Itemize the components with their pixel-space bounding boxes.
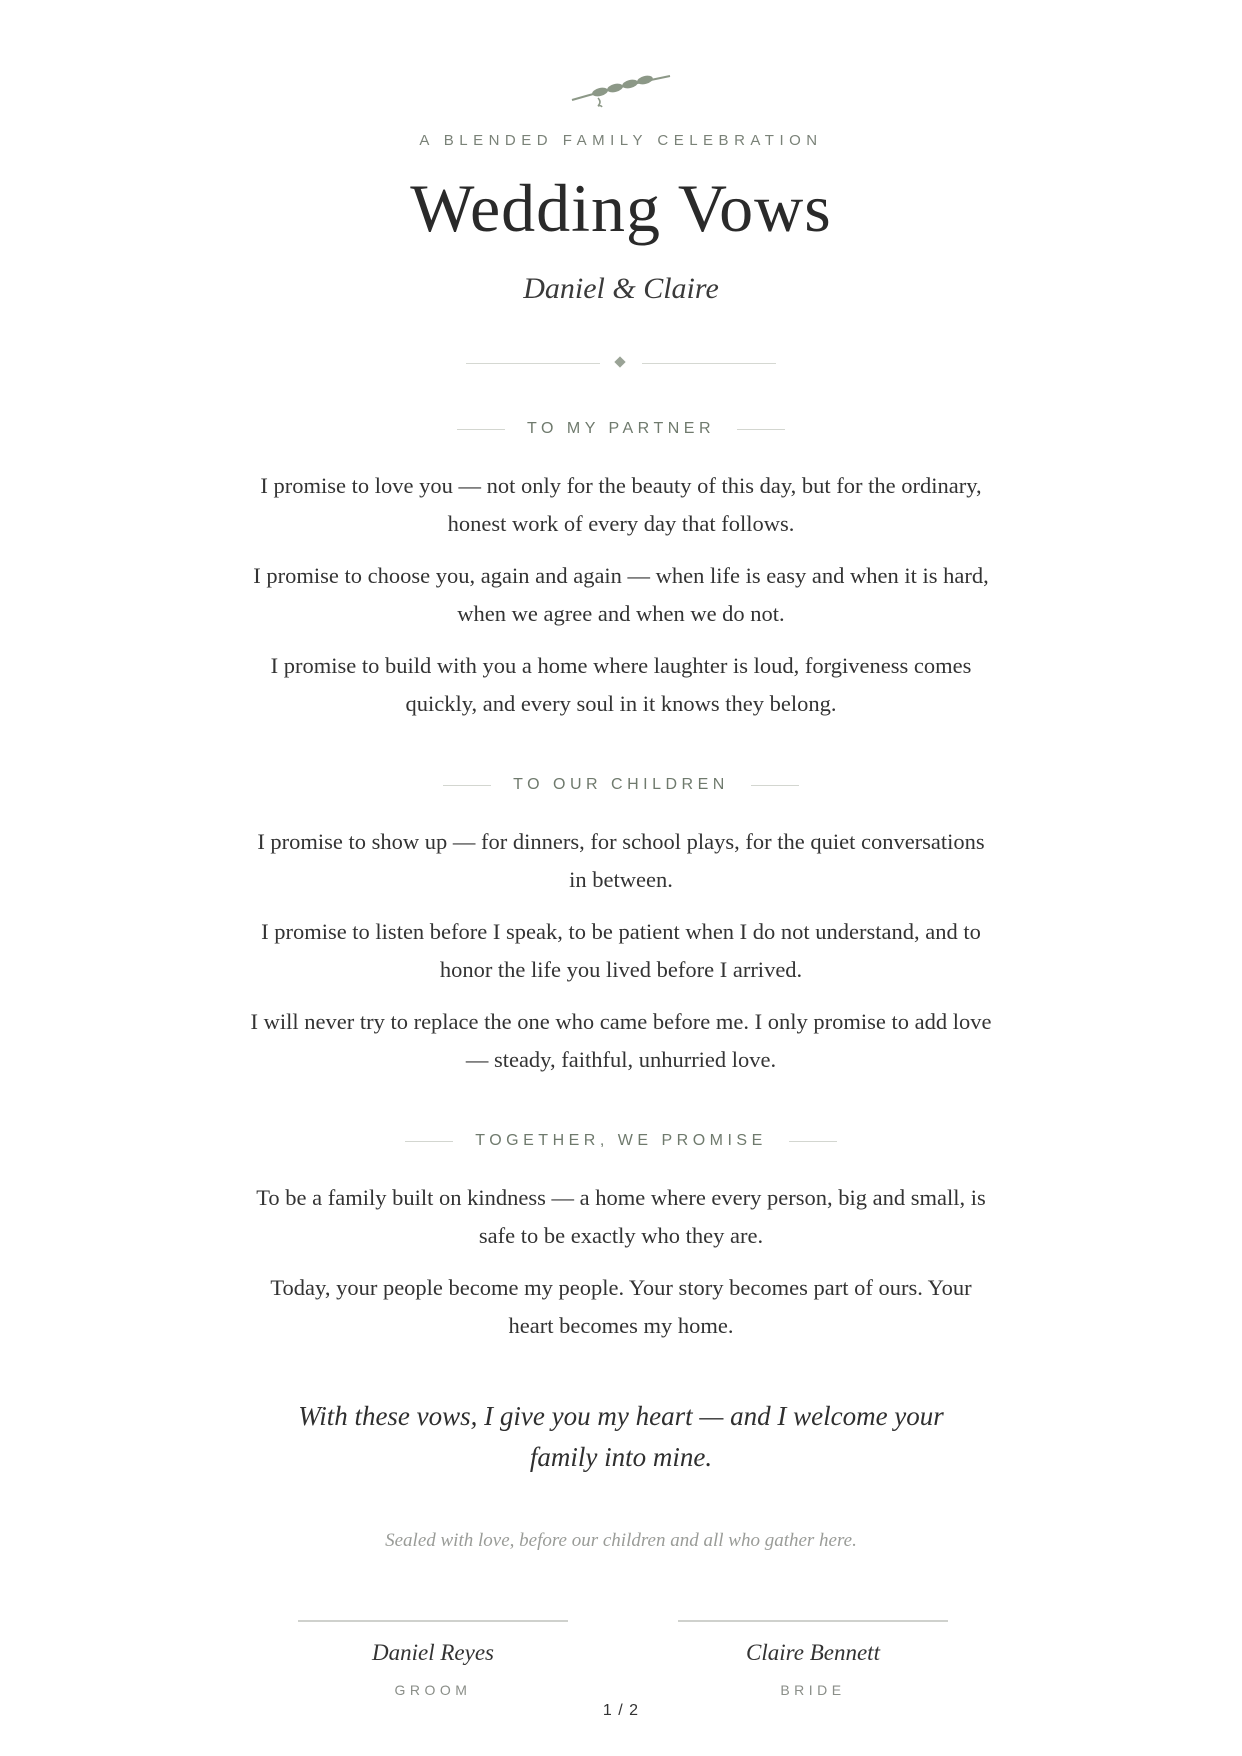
signature-line [298, 1620, 568, 1622]
diamond-icon [614, 356, 625, 367]
couple-names: Daniel & Claire [523, 272, 719, 305]
section-heading-children: TO OUR CHILDREN [0, 776, 1242, 794]
closing-statement: With these vows, I give you my heart — and I welcome your family into mine. [298, 1401, 944, 1472]
signature-bride [678, 1620, 948, 1698]
signer-role: GROOM [394, 1682, 472, 1698]
signature-line [678, 1620, 948, 1622]
signature-groom [298, 1620, 568, 1698]
section-heading-together: TOGETHER, WE PROMISE [0, 1132, 1242, 1150]
page-indicator: 1 / 2 [602, 1702, 640, 1719]
vow-paragraph: I promise to love you — not only for the beauty of this day, but for the ordinary, honest work of every day that follows. [260, 473, 982, 536]
vow-paragraph: I promise to listen before I speak, to be patient when I do not understand, and to honor the life you lived before I arrived. [261, 919, 981, 982]
signer-name: Claire Bennett [746, 1640, 880, 1665]
page-title: Wedding Vows [410, 170, 832, 246]
vow-paragraph: I promise to choose you, again and again — when life is easy and when it is hard, when we agree and when we do not. [253, 563, 989, 626]
vow-paragraph: To be a family built on kindness — a home where every person, big and small, is safe to be exactly who they are. [256, 1185, 986, 1248]
vow-paragraph: I promise to show up — for dinners, for school plays, for the quiet conversations in between. [257, 829, 985, 892]
vow-paragraph: I will never try to replace the one who came before me. I only promise to add love — steady, faithful, unhurried love. [250, 1009, 992, 1072]
section-heading-partner: TO MY PARTNER [0, 420, 1242, 438]
signer-name: Daniel Reyes [372, 1640, 494, 1665]
olive-sprig-icon [570, 70, 674, 110]
sealed-note: Sealed with love, before our children and all who gather here. [385, 1530, 857, 1551]
eyebrow-text: A BLENDED FAMILY CELEBRATION [419, 132, 823, 149]
signer-role: BRIDE [780, 1682, 846, 1698]
vow-paragraph: Today, your people become my people. Your story becomes part of ours. Your heart becomes my home. [270, 1275, 972, 1338]
ornament-divider [0, 356, 1242, 370]
vow-paragraph: I promise to build with you a home where laughter is loud, forgiveness comes quickly, and every soul in it knows they belong. [270, 653, 972, 716]
